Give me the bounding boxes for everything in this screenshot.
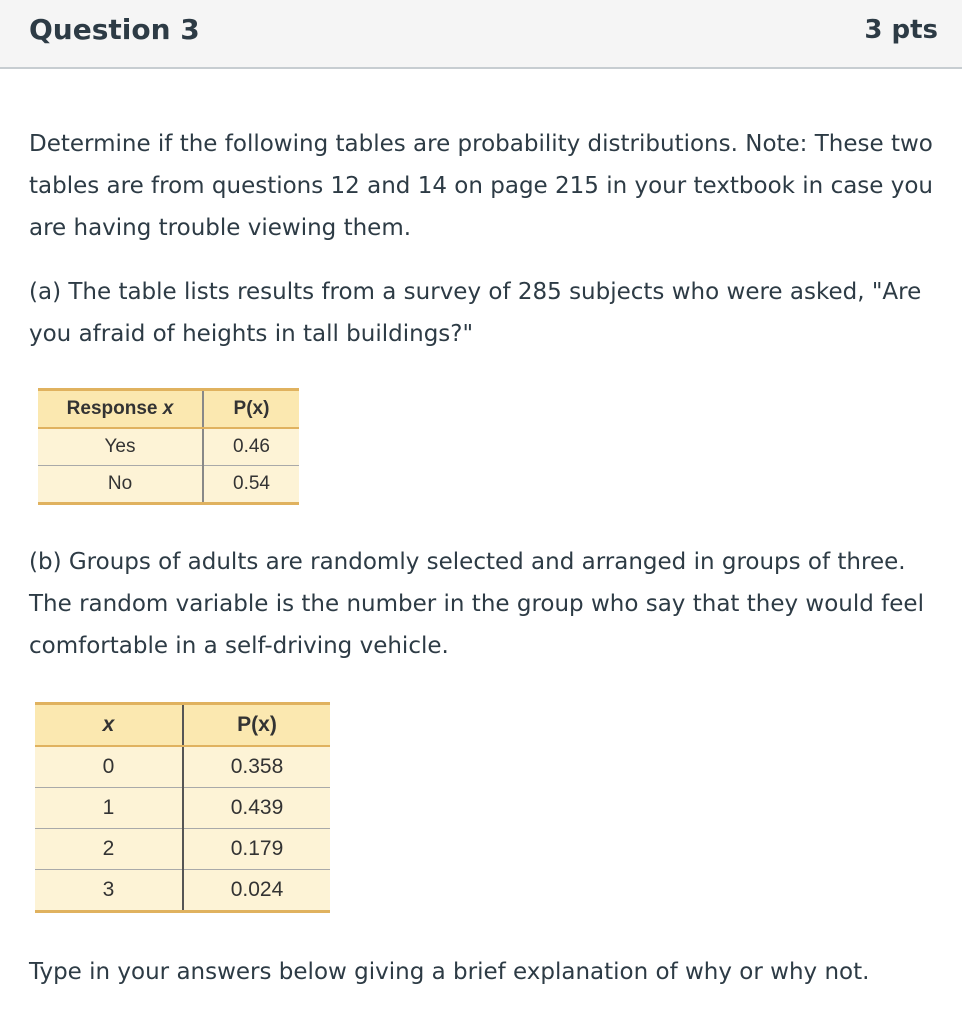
table-cell: 0.358 bbox=[183, 746, 330, 788]
table-cell: 2 bbox=[35, 829, 183, 870]
column-header-x: x bbox=[35, 704, 183, 747]
question-intro: Determine if the following tables are probability distributions. Note: These two tables are from questions 12 and 14 on page 215 in your textbook in case you are having trouble viewing them. bbox=[29, 131, 934, 241]
question-title: Question 3 bbox=[29, 13, 200, 46]
column-header-px: P(x) bbox=[203, 390, 299, 429]
question-header bbox=[0, 0, 962, 69]
column-header-response bbox=[38, 390, 203, 429]
table-cell: No bbox=[38, 466, 203, 504]
table-row bbox=[38, 428, 299, 466]
answer-instructions: Type in your answers below giving a brief explanation of why or why not. bbox=[29, 959, 870, 985]
response-header-label: Response x bbox=[66, 398, 174, 419]
table-header-row bbox=[38, 390, 299, 429]
part-a-table bbox=[38, 388, 299, 505]
question-points: 3 pts bbox=[864, 15, 938, 45]
table-row bbox=[35, 829, 330, 870]
table-cell: Yes bbox=[38, 428, 203, 466]
part-a-text: (a) The table lists results from a survey of 285 subjects who were asked, "Are you afraid of heights in tall buildings?" bbox=[29, 279, 922, 347]
table-row bbox=[35, 746, 330, 788]
part-b-text: (b) Groups of adults are randomly selected and arranged in groups of three. The random variable is the number in the group who say that they would feel comfortable in a self-driving vehicle. bbox=[29, 549, 924, 659]
table-cell: 0.439 bbox=[183, 788, 330, 829]
table-row bbox=[38, 466, 299, 504]
table-cell: 0.024 bbox=[183, 870, 330, 912]
column-header-px: P(x) bbox=[183, 704, 330, 747]
variable-x: x bbox=[162, 398, 174, 419]
part-b-table bbox=[35, 702, 330, 913]
table-cell: 0 bbox=[35, 746, 183, 788]
table-cell: 0.46 bbox=[203, 428, 299, 466]
table-row bbox=[35, 788, 330, 829]
table-cell: 3 bbox=[35, 870, 183, 912]
table-header-row bbox=[35, 704, 330, 747]
table-cell: 0.179 bbox=[183, 829, 330, 870]
table-row bbox=[35, 870, 330, 912]
table-cell: 0.54 bbox=[203, 466, 299, 504]
table-cell: 1 bbox=[35, 788, 183, 829]
